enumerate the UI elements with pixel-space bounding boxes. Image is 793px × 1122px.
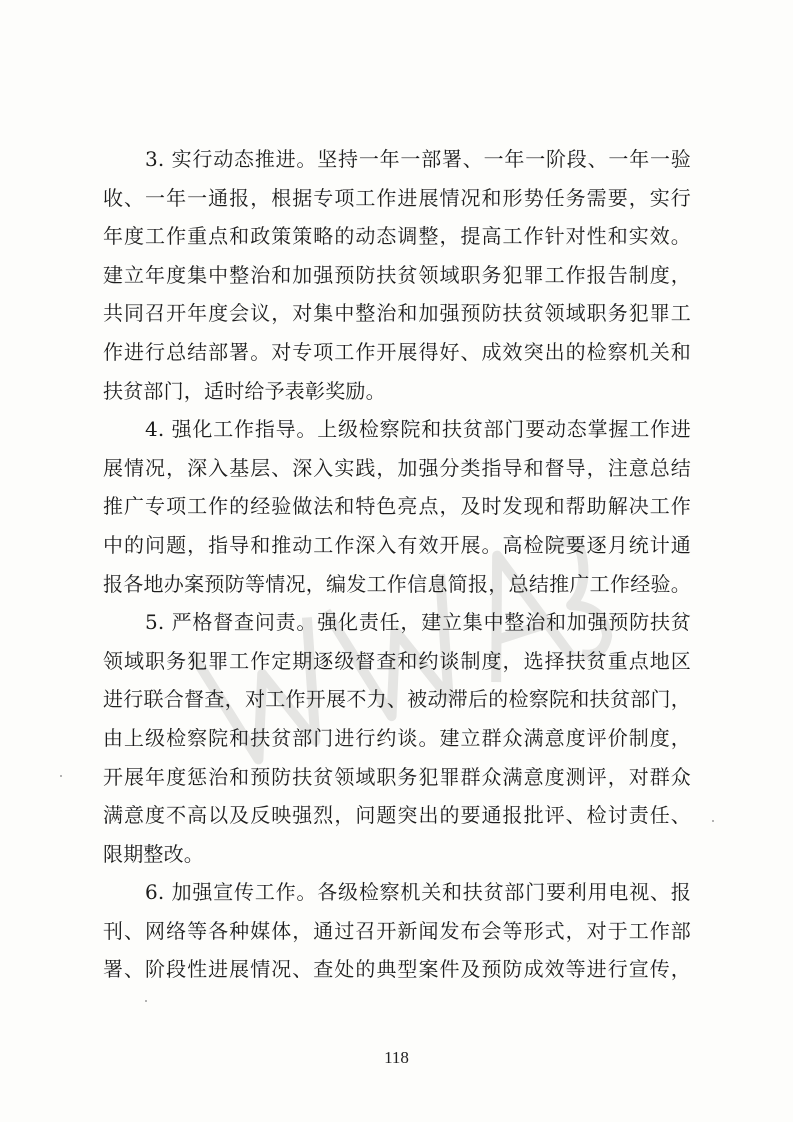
text-line: 收、一年一通报，根据专项工作进展情况和形势任务需要，实行	[103, 185, 691, 210]
text-line: 限期整改。	[103, 841, 204, 866]
text-line: 满意度不高以及反映强烈，问题突出的要通报批评、检讨责任、	[103, 803, 691, 828]
text-line: 展情况，深入基层、深入实践，加强分类指导和督导，注意总结	[103, 455, 691, 480]
text-line: 领域职务犯罪工作定期逐级督查和约谈制度，选择扶贫重点地区	[103, 648, 691, 673]
text-line: 署、阶段性进展情况、查处的典型案件及预防成效等进行宣传，	[103, 957, 691, 982]
paragraph-3	[103, 140, 691, 410]
text-line: 作进行总结部署。对专项工作开展得好、成效突出的检察机关和	[103, 339, 691, 364]
scan-speck	[60, 775, 62, 777]
text-line: 4. 强化工作指导。上级检察院和扶贫部门要动态掌握工作进	[145, 417, 691, 442]
text-line: 中的问题，指导和推动工作深入有效开展。高检院要逐月统计通	[103, 532, 691, 557]
text-line: 推广专项工作的经验做法和特色亮点，及时发现和帮助解决工作	[103, 494, 691, 519]
text-line: 3. 实行动态推进。坚持一年一部署、一年一阶段、一年一验	[145, 147, 691, 171]
paragraph-6	[103, 873, 691, 989]
text-line: 年度工作重点和政策策略的动态调整，提高工作针对性和实效。	[103, 224, 691, 249]
text-line: 6. 加强宣传工作。各级检察机关和扶贫部门要利用电视、报	[145, 880, 691, 905]
paragraph-4	[103, 410, 691, 603]
text-line: 建立年度集中整治和加强预防扶贫领域职务犯罪工作报告制度，	[103, 262, 691, 287]
scan-speck	[145, 1000, 147, 1002]
text-line: 报各地办案预防等情况，编发工作信息简报，总结推广工作经验。	[103, 571, 691, 596]
paragraph-5	[103, 603, 691, 873]
text-line: 扶贫部门，适时给予表彰奖励。	[103, 378, 386, 403]
scan-speck	[712, 820, 714, 822]
page-number: 118	[384, 1048, 409, 1067]
text-line: 5. 严格督查问责。强化责任，建立集中整治和加强预防扶贫	[145, 610, 691, 635]
text-line: 由上级检察院和扶贫部门进行约谈。建立群众满意度评价制度，	[103, 725, 691, 750]
text-line: 刊、网络等各种媒体，通过召开新闻发布会等形式，对于工作部	[103, 918, 691, 943]
text-line: 进行联合督查，对工作开展不力、被动滞后的检察院和扶贫部门，	[103, 687, 691, 712]
body-text	[103, 140, 691, 989]
text-line: 共同召开年度会议，对集中整治和加强预防扶贫领域职务犯罪工	[103, 301, 691, 326]
text-line: 开展年度惩治和预防扶贫领域职务犯罪群众满意度测评，对群众	[103, 764, 691, 789]
